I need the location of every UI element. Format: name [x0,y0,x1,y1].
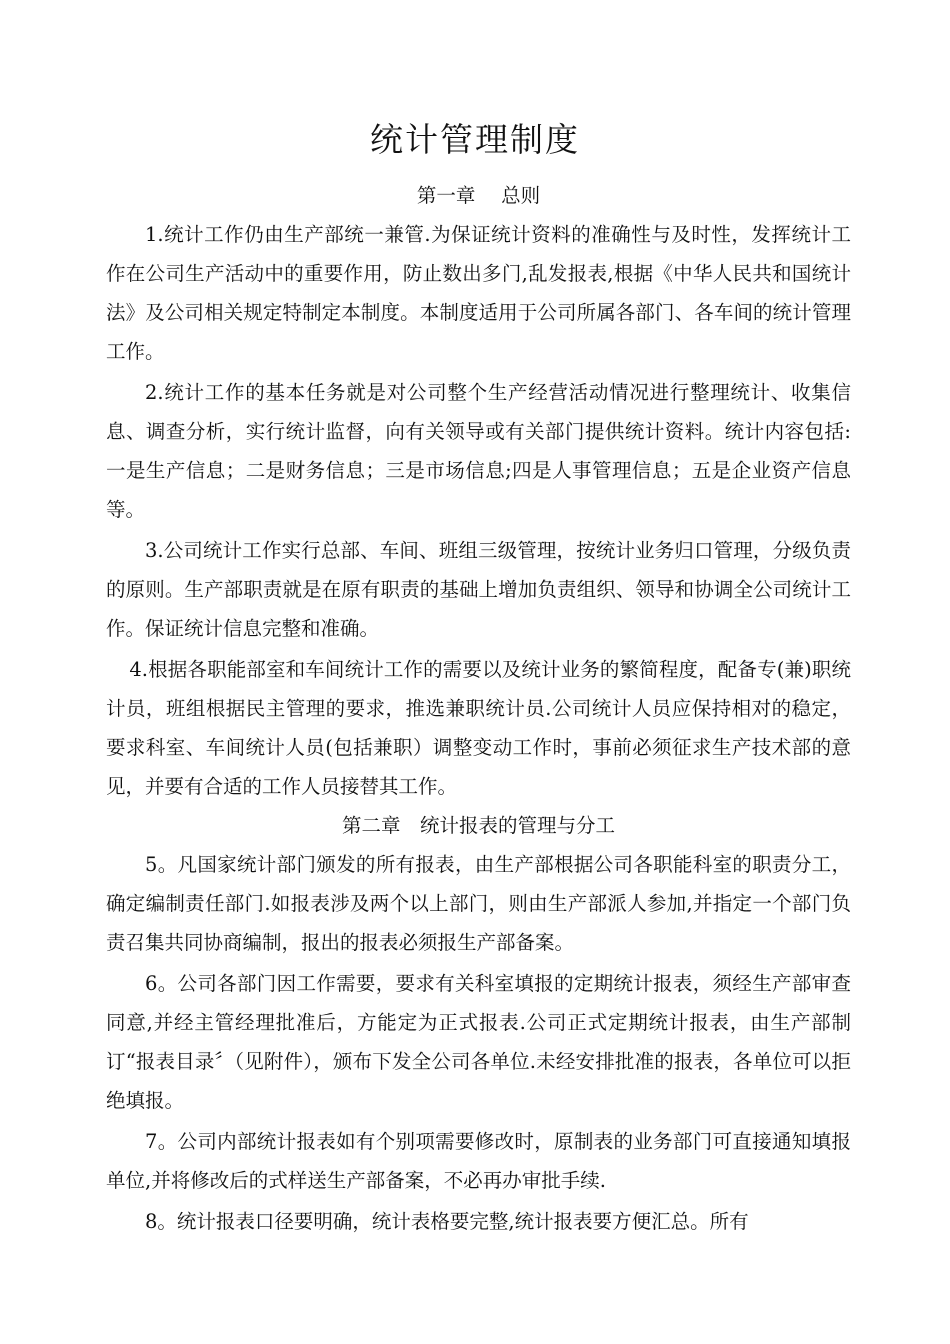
paragraph-6: 6。公司各部门因工作需要，要求有关科室填报的定期统计报表，须经生产部审查同意,并经主管经理批准后，方能定为正式报表.公司正式定期统计报表，由生产部制订“报表目录〞（见附件），颁布下发全公司各单位.未经安排批准的报表，各单位可以拒绝填报。 [106,972,851,1112]
paragraph-2: 2.统计工作的基本任务就是对公司整个生产经营活动情况进行整理统计、收集信息、调查分析，实行统计监督，向有关领导或有关部门提供统计资料。统计内容包括:一是生产信息；二是财务信息；三是市场信息;四是人事管理信息；五是企业资产信息等。 [106,381,851,521]
document-title: 统计管理制度 [370,120,580,159]
paragraph-3: 3.公司统计工作实行总部、车间、班组三级管理，按统计业务归口管理，分级负责的原则。生产部职责就是在原有职责的基础上增加负责组织、领导和协调全公司统计工作。保证统计信息完整和准确。 [106,539,851,640]
chapter-heading-1: 第一章 总则 [416,184,541,207]
chapter-heading-2: 第二章 统计报表的管理与分工 [341,814,615,837]
paragraph-1: 1.统计工作仍由生产部统一兼管.为保证统计资料的准确性与及时性，发挥统计工作在公司生产活动中的重要作用，防止数出多门,乱发报表,根据《中华人民共和国统计法》及公司相关规定特制定本制度。本制度适用于公司所属各部门、各车间的统计管理工作。 [106,223,851,363]
paragraph-7: 7。公司内部统计报表如有个别项需要修改时，原制表的业务部门可直接通知填报单位,并将修改后的式样送生产部备案，不必再办审批手续. [106,1130,851,1192]
paragraph-4: 4.根据各职能部室和车间统计工作的需要以及统计业务的繁简程度，配备专(兼)职统计员，班组根据民主管理的要求，推选兼职统计员.公司统计人员应保持相对的稳定，要求科室、车间统计人员(包括兼职）调整变动工作时，事前必须征求生产技术部的意见，并要有合适的工作人员接替其工作。 [106,658,851,798]
paragraph-5: 5。凡国家统计部门颁发的所有报表，由生产部根据公司各职能科室的职责分工，确定编制责任部门.如报表涉及两个以上部门，则由生产部派人参加,并指定一个部门负责召集共同协商编制，报出的报表必须报生产部备案。 [106,853,851,954]
document-body [106,176,851,1241]
paragraph-8: 8。统计报表口径要明确，统计表格要完整,统计报表要方便汇总。所有 [145,1210,749,1233]
